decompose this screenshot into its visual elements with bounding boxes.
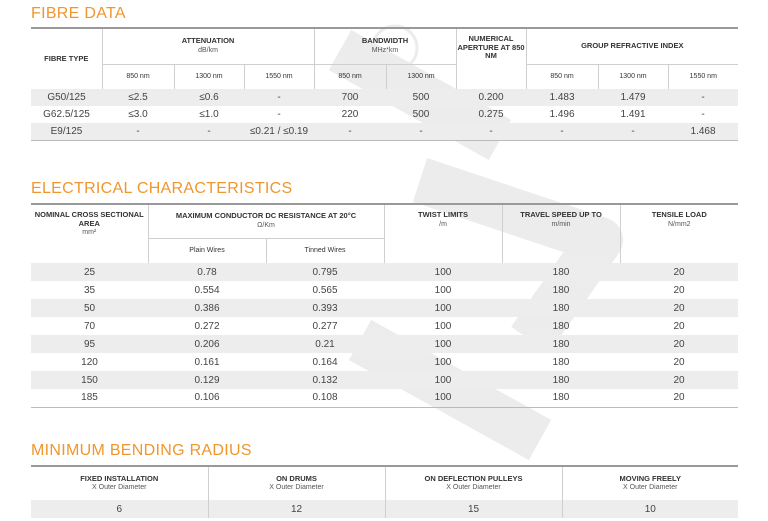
fibre-data-title: FIBRE DATA [31,5,126,22]
sub-header: 1300 nm [598,64,668,89]
table-row: 120 0.161 0.164 100 180 20 [81,356,685,368]
table-row: 95 0.206 0.21 100 180 20 [31,335,738,353]
table-row: 150 0.129 0.132 100 180 20 [31,371,738,389]
fibre-data-table [31,27,738,141]
table-row: 6 12 15 10 [31,500,738,518]
sub-header: 850 nm [102,64,174,89]
electrical-table [31,203,738,408]
col-travel-speed: TRAVEL SPEED UP TO m/min [502,204,620,263]
bending-radius-table [31,465,738,518]
sub-header: 1550 nm [668,64,738,89]
sub-header: 1300 nm [174,64,244,89]
table-row: G62.5/125 ≤3.0 ≤1.0 - 220 500 0.275 1.496 1.491 - [43,109,705,120]
table-row: 50 0.386 0.393 100 180 20 [31,299,738,317]
col-nominal-cross-sectional-area: NOMINAL CROSS SECTIONAL AREA mm² [34,210,144,236]
table-row: 25 0.78 0.795 100 180 20 [31,263,738,281]
electrical-characteristics-title: ELECTRICAL CHARACTERISTICS [31,180,293,197]
table-row: 185 0.106 0.108 100 180 20 [31,389,738,407]
table-row: G50/125 ≤2.5 ≤0.6 - 700 500 0.200 1.483 1.479 - [31,89,738,106]
minimum-bending-radius-title: MINIMUM BENDING RADIUS [31,442,252,459]
col-moving-freely: MOVING FREELY X Outer Diameter [562,466,738,500]
sub-header-plain-wires: Plain Wires [148,238,266,263]
sub-header-tinned-wires: Tinned Wires [266,238,384,263]
col-tensile-load: TENSILE LOAD N/mm2 [620,204,738,263]
table-row: E9/125 - - ≤0.21 / ≤0.19 - - - - - 1.468 [31,123,738,140]
sub-header: 1550 nm [244,64,314,89]
table-row: 35 0.554 0.565 100 180 20 [83,284,685,296]
col-on-drums: ON DRUMS X Outer Diameter [208,466,385,500]
sub-header: 850 nm [526,64,598,89]
table-row: 70 0.272 0.277 100 180 20 [83,320,685,332]
col-numerical-aperture: NUMERICAL APERTURE AT 850 NM [456,28,526,89]
col-group-refractive-index: GROUP REFRACTIVE INDEX [526,28,738,64]
col-max-dc-resistance: MAXIMUM CONDUCTOR DC RESISTANCE AT 20°C Ω/Km [148,204,384,238]
col-fibre-type: FIBRE TYPE [44,53,89,63]
col-fixed-installation: FIXED INSTALLATION X Outer Diameter [80,473,159,491]
sub-header: 1300 nm [386,64,456,89]
col-attenuation: ATTENUATION dB/km [102,28,314,64]
col-twist-limits: TWIST LIMITS /m [384,204,502,263]
sub-header: 850 nm [314,64,386,89]
col-on-deflection-pulleys: ON DEFLECTION PULLEYS X Outer Diameter [385,466,562,500]
col-bandwidth: BANDWIDTH MHz*km [314,28,456,64]
